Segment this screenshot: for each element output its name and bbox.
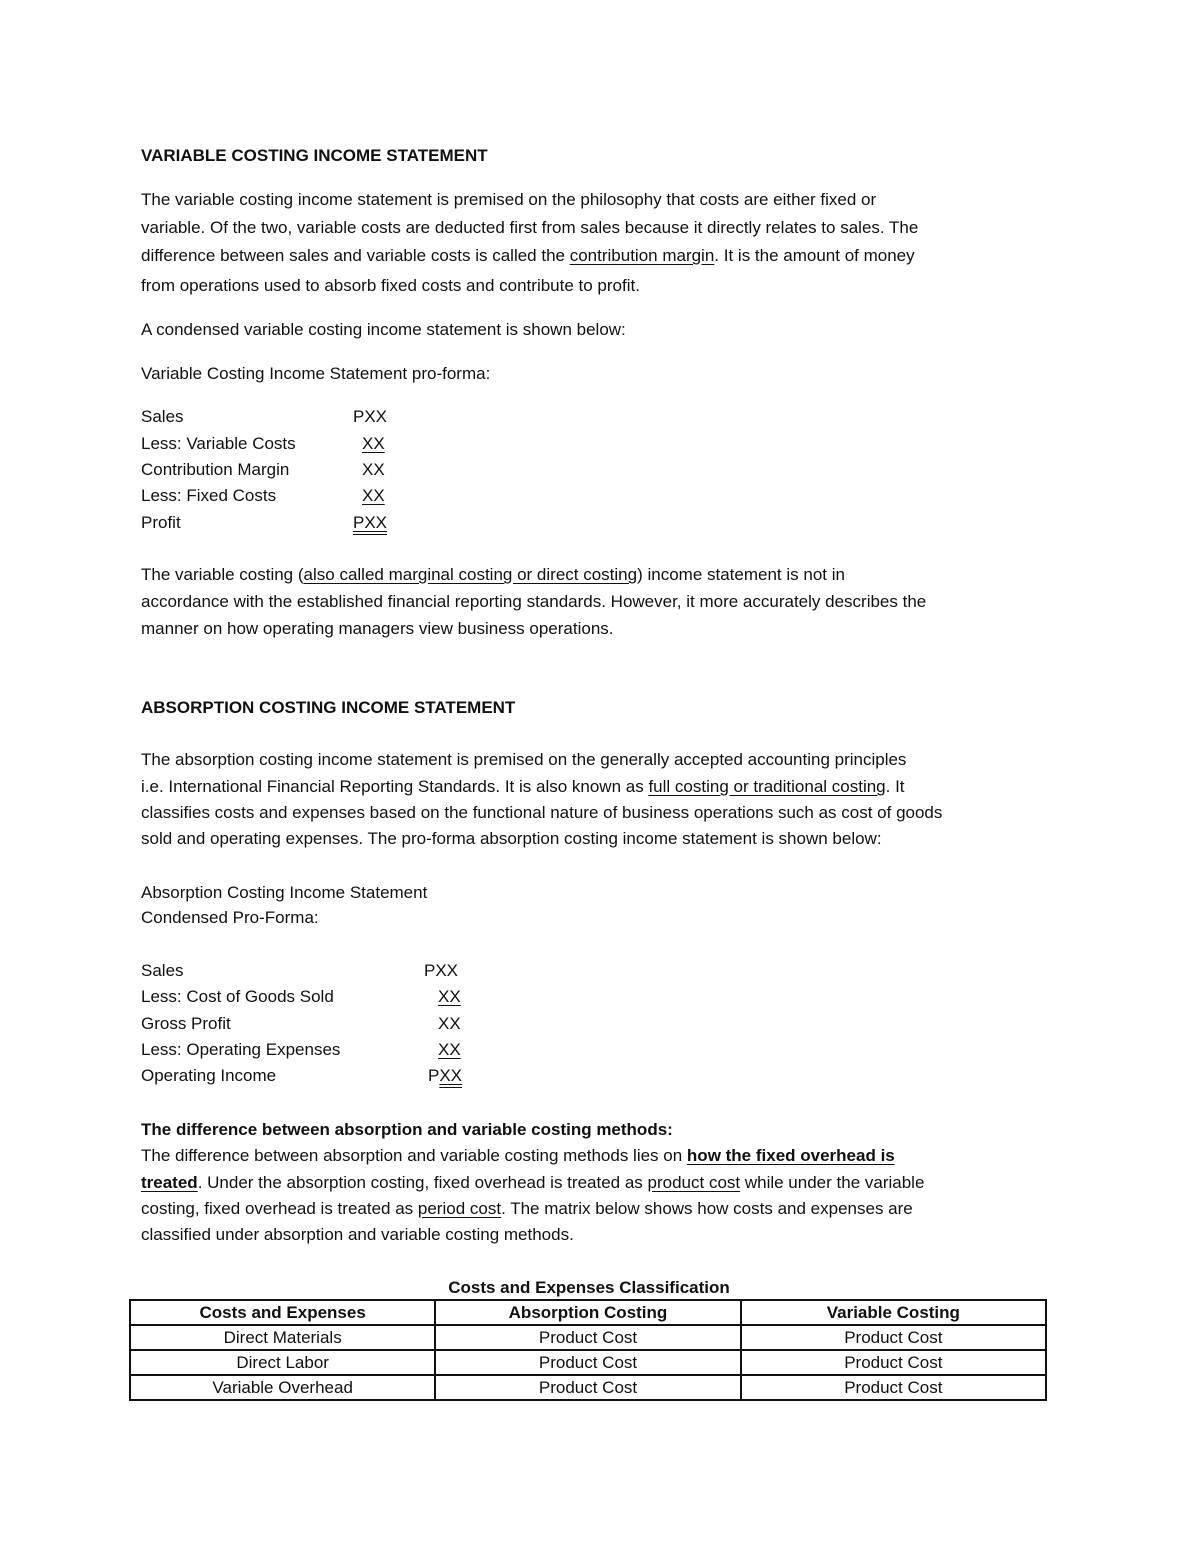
paragraph-line: variable. Of the two, variable costs are deducted first from sales because it directly relates to sales. The	[141, 218, 919, 237]
table-row	[130, 1375, 1046, 1400]
term-treated: treated	[141, 1173, 198, 1192]
paragraph-line: The variable costing income statement is premised on the philosophy that costs are either fixed or	[141, 190, 877, 209]
statement-amount: PXX	[428, 1066, 463, 1085]
table-cell: Product Cost	[435, 1350, 740, 1375]
section-heading-difference: The difference between absorption and variable costing methods:	[141, 1120, 673, 1139]
statement-amount: XX	[438, 1040, 461, 1059]
table-cell: Product Cost	[435, 1325, 740, 1350]
paragraph-line: The difference between absorption and variable costing methods lies on how the fixed overhead is	[141, 1146, 895, 1165]
statement-label: Less: Fixed Costs	[141, 486, 277, 505]
paragraph-line: classified under absorption and variable costing methods.	[141, 1225, 574, 1244]
table-cell: Product Cost	[741, 1350, 1046, 1375]
statement-amount: PXX	[353, 513, 388, 532]
paragraph-line: accordance with the established financial reporting standards. However, it more accurately describes the	[141, 592, 927, 611]
table-row	[130, 1325, 1046, 1350]
paragraph-line: difference between sales and variable costs is called the contribution margin. It is the amount of money	[141, 246, 915, 265]
statement-amount: XX	[362, 434, 385, 453]
statement-amount: PXX	[424, 961, 459, 980]
statement-label: Profit	[141, 513, 181, 532]
proforma-title: Absorption Costing Income Statement	[141, 883, 428, 902]
statement-label: Less: Cost of Goods Sold	[141, 987, 334, 1006]
paragraph-line: classifies costs and expenses based on the functional nature of business operations such as cost of goods	[141, 803, 943, 822]
table-cell: Direct Labor	[130, 1350, 435, 1375]
paragraph-line: treated. Under the absorption costing, fixed overhead is treated as product cost while under the variable	[141, 1173, 925, 1192]
term-full-costing: full costing or traditional costing	[648, 777, 886, 796]
term-product-cost: product cost	[647, 1173, 741, 1192]
table-title: Costs and Expenses Classification	[448, 1278, 730, 1297]
proforma-title: Variable Costing Income Statement pro-forma:	[141, 364, 491, 383]
paragraph-line: The variable costing (also called marginal costing or direct costing) income statement is not in	[141, 565, 845, 584]
table-cell: Product Cost	[435, 1375, 740, 1400]
paragraph-line: costing, fixed overhead is treated as period cost. The matrix below shows how costs and expenses are	[141, 1199, 913, 1218]
column-header: Variable Costing	[741, 1300, 1046, 1325]
statement-label: Operating Income	[141, 1066, 277, 1085]
column-header: Costs and Expenses	[130, 1300, 435, 1325]
statement-label: Less: Variable Costs	[141, 434, 296, 453]
statement-label: Contribution Margin	[141, 460, 290, 479]
paragraph-line: from operations used to absorb fixed costs and contribute to profit.	[141, 276, 640, 295]
paragraph-line: manner on how operating managers view business operations.	[141, 619, 614, 638]
table-header-row	[130, 1300, 1046, 1325]
term-period-cost: period cost	[417, 1199, 502, 1218]
proforma-subtitle: Condensed Pro-Forma:	[141, 908, 319, 927]
section-heading-absorption: ABSORPTION COSTING INCOME STATEMENT	[141, 698, 516, 717]
intro-text: A condensed variable costing income statement is shown below:	[141, 320, 626, 339]
table-cell: Product Cost	[741, 1325, 1046, 1350]
term-fixed-overhead: how the fixed overhead is	[686, 1146, 895, 1165]
statement-amount: XX	[438, 987, 461, 1006]
statement-label: Sales	[141, 961, 184, 980]
section-heading-variable: VARIABLE COSTING INCOME STATEMENT	[141, 146, 488, 165]
statement-amount: PXX	[353, 407, 388, 426]
table-row	[130, 1350, 1046, 1375]
statement-label: Sales	[141, 407, 184, 426]
classification-table	[129, 1299, 1047, 1401]
statement-label: Less: Operating Expenses	[141, 1040, 341, 1059]
term-contribution-margin: contribution margin	[569, 246, 715, 265]
statement-label: Gross Profit	[141, 1014, 231, 1033]
paragraph-line: i.e. International Financial Reporting Standards. It is also known as full costing or traditional costing. It	[141, 777, 905, 796]
statement-amount: XX	[438, 1014, 461, 1033]
paragraph-line: The absorption costing income statement is premised on the generally accepted accounting principles	[141, 750, 907, 769]
table-cell: Direct Materials	[130, 1325, 435, 1350]
column-header: Absorption Costing	[435, 1300, 740, 1325]
table-cell: Product Cost	[741, 1375, 1046, 1400]
table-cell: Variable Overhead	[130, 1375, 435, 1400]
term-marginal-costing: also called marginal costing or direct costing	[303, 565, 638, 584]
paragraph-line: sold and operating expenses. The pro-forma absorption costing income statement is shown below:	[141, 829, 882, 848]
statement-amount: XX	[362, 460, 385, 479]
statement-amount: XX	[362, 486, 385, 505]
